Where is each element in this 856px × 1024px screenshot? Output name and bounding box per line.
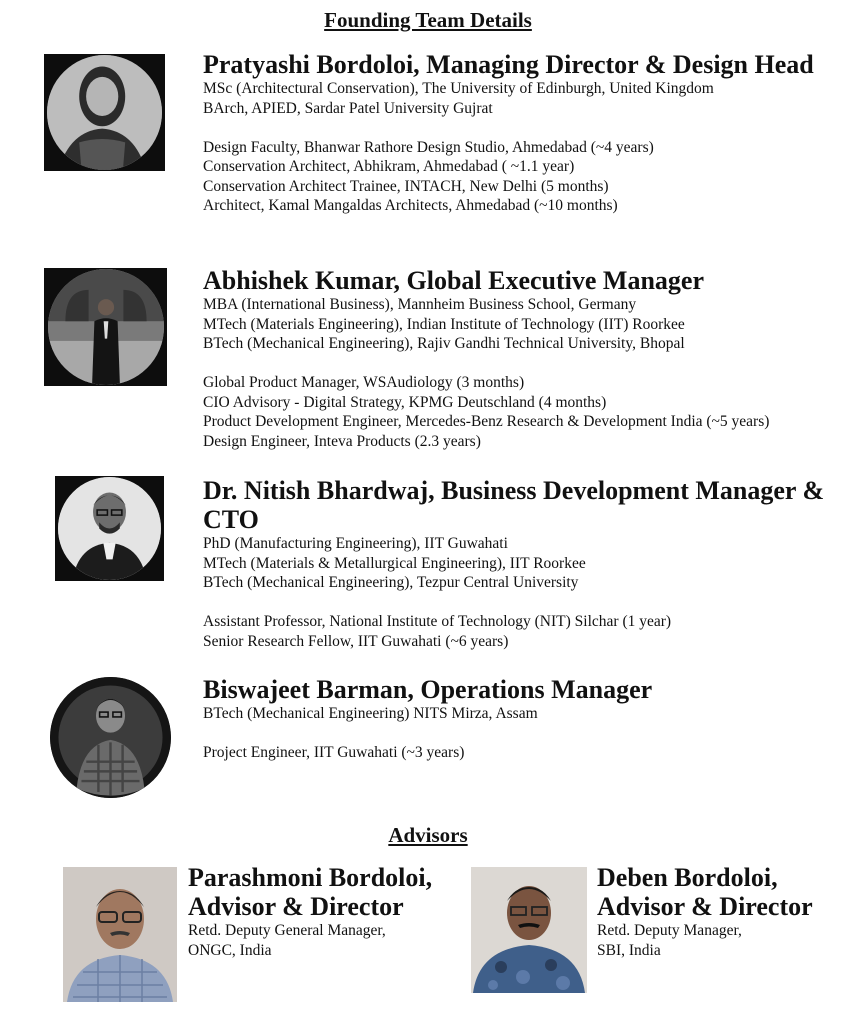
member-photo [50, 677, 171, 798]
member-name: Pratyashi Bordoloi, Managing Director & Design Head [203, 50, 814, 79]
experience-line: Assistant Professor, National Institute of Technology (NIT) Silchar (1 year) [203, 613, 672, 630]
member-photo [48, 269, 164, 385]
portrait-image [58, 477, 161, 580]
portrait-image [63, 867, 177, 1002]
experience-line: Conservation Architect Trainee, INTACH, New Delhi (5 months) [203, 177, 609, 195]
education-line: BArch, APIED, Sardar Patel University Gujrat [203, 99, 493, 117]
advisor-card [188, 863, 458, 960]
advisor-detail: SBI, India [597, 941, 661, 959]
member-name: Biswajeet Barman, Operations Manager [203, 675, 653, 704]
education-line: MTech (Materials Engineering), Indian Institute of Technology (IIT) Roorkee [203, 315, 685, 333]
member-card [203, 50, 823, 216]
founding-team-heading: Founding Team Details [324, 8, 532, 32]
advisor-detail: Retd. Deputy General Manager, [188, 922, 386, 939]
advisor-detail: Retd. Deputy Manager, [597, 922, 742, 939]
portrait-image [47, 55, 162, 170]
education-line: MSc (Architectural Conservation), The University of Edinburgh, United Kingdom [203, 80, 714, 97]
advisor-role: Advisor & Director [188, 892, 404, 921]
experience-line: Design Faculty, Bhanwar Rathore Design Studio, Ahmedabad (~4 years) [203, 138, 654, 156]
education-line: PhD (Manufacturing Engineering), IIT Guwahati [203, 535, 508, 552]
advisor-role: Advisor & Director [597, 892, 813, 921]
advisor-photo [471, 867, 587, 993]
experience-line: Product Development Engineer, Mercedes-Benz Research & Development India (~5 years) [203, 413, 770, 430]
member-name: Dr. Nitish Bhardwaj, Business Development Manager & CTO [203, 476, 825, 534]
experience-line: CIO Advisory - Digital Strategy, KPMG Deutschland (4 months) [203, 393, 607, 411]
portrait-image [471, 867, 587, 993]
education-line: MTech (Materials & Metallurgical Engineering), IIT Roorkee [203, 554, 586, 572]
experience-line: Senior Research Fellow, IIT Guwahati (~6 years) [203, 632, 509, 650]
experience-line: Architect, Kamal Mangaldas Architects, Ahmedabad (~10 months) [203, 197, 618, 214]
member-photo-frame [44, 268, 167, 386]
member-photo-frame [44, 54, 165, 171]
member-card [203, 266, 843, 451]
education-line: BTech (Mechanical Engineering), Tezpur Central University [203, 574, 579, 591]
advisor-name: Deben Bordoloi, [597, 863, 778, 892]
portrait-image [48, 269, 164, 385]
portrait-image [50, 677, 171, 798]
experience-line: Global Product Manager, WSAudiology (3 months) [203, 374, 525, 391]
experience-line: Project Engineer, IIT Guwahati (~3 years) [203, 744, 465, 761]
member-photo [58, 477, 161, 580]
member-photo-frame [55, 476, 164, 581]
member-card [203, 476, 833, 651]
member-name: Abhishek Kumar, Global Executive Manager [203, 266, 705, 295]
education-line: MBA (International Business), Mannheim Business School, Germany [203, 296, 637, 313]
advisor-card [597, 863, 847, 960]
advisor-photo [63, 867, 177, 1002]
education-line: BTech (Mechanical Engineering), Rajiv Gandhi Technical University, Bhopal [203, 335, 685, 352]
member-card [203, 675, 823, 763]
education-line: BTech (Mechanical Engineering) NITS Mirza, Assam [203, 705, 538, 722]
advisor-name: Parashmoni Bordoloi, [188, 863, 433, 892]
advisor-detail: ONGC, India [188, 941, 272, 959]
member-photo [47, 55, 162, 170]
experience-line: Design Engineer, Inteva Products (2.3 years) [203, 432, 481, 450]
advisors-heading: Advisors [388, 823, 468, 847]
experience-line: Conservation Architect, Abhikram, Ahmedabad ( ~1.1 year) [203, 158, 575, 175]
